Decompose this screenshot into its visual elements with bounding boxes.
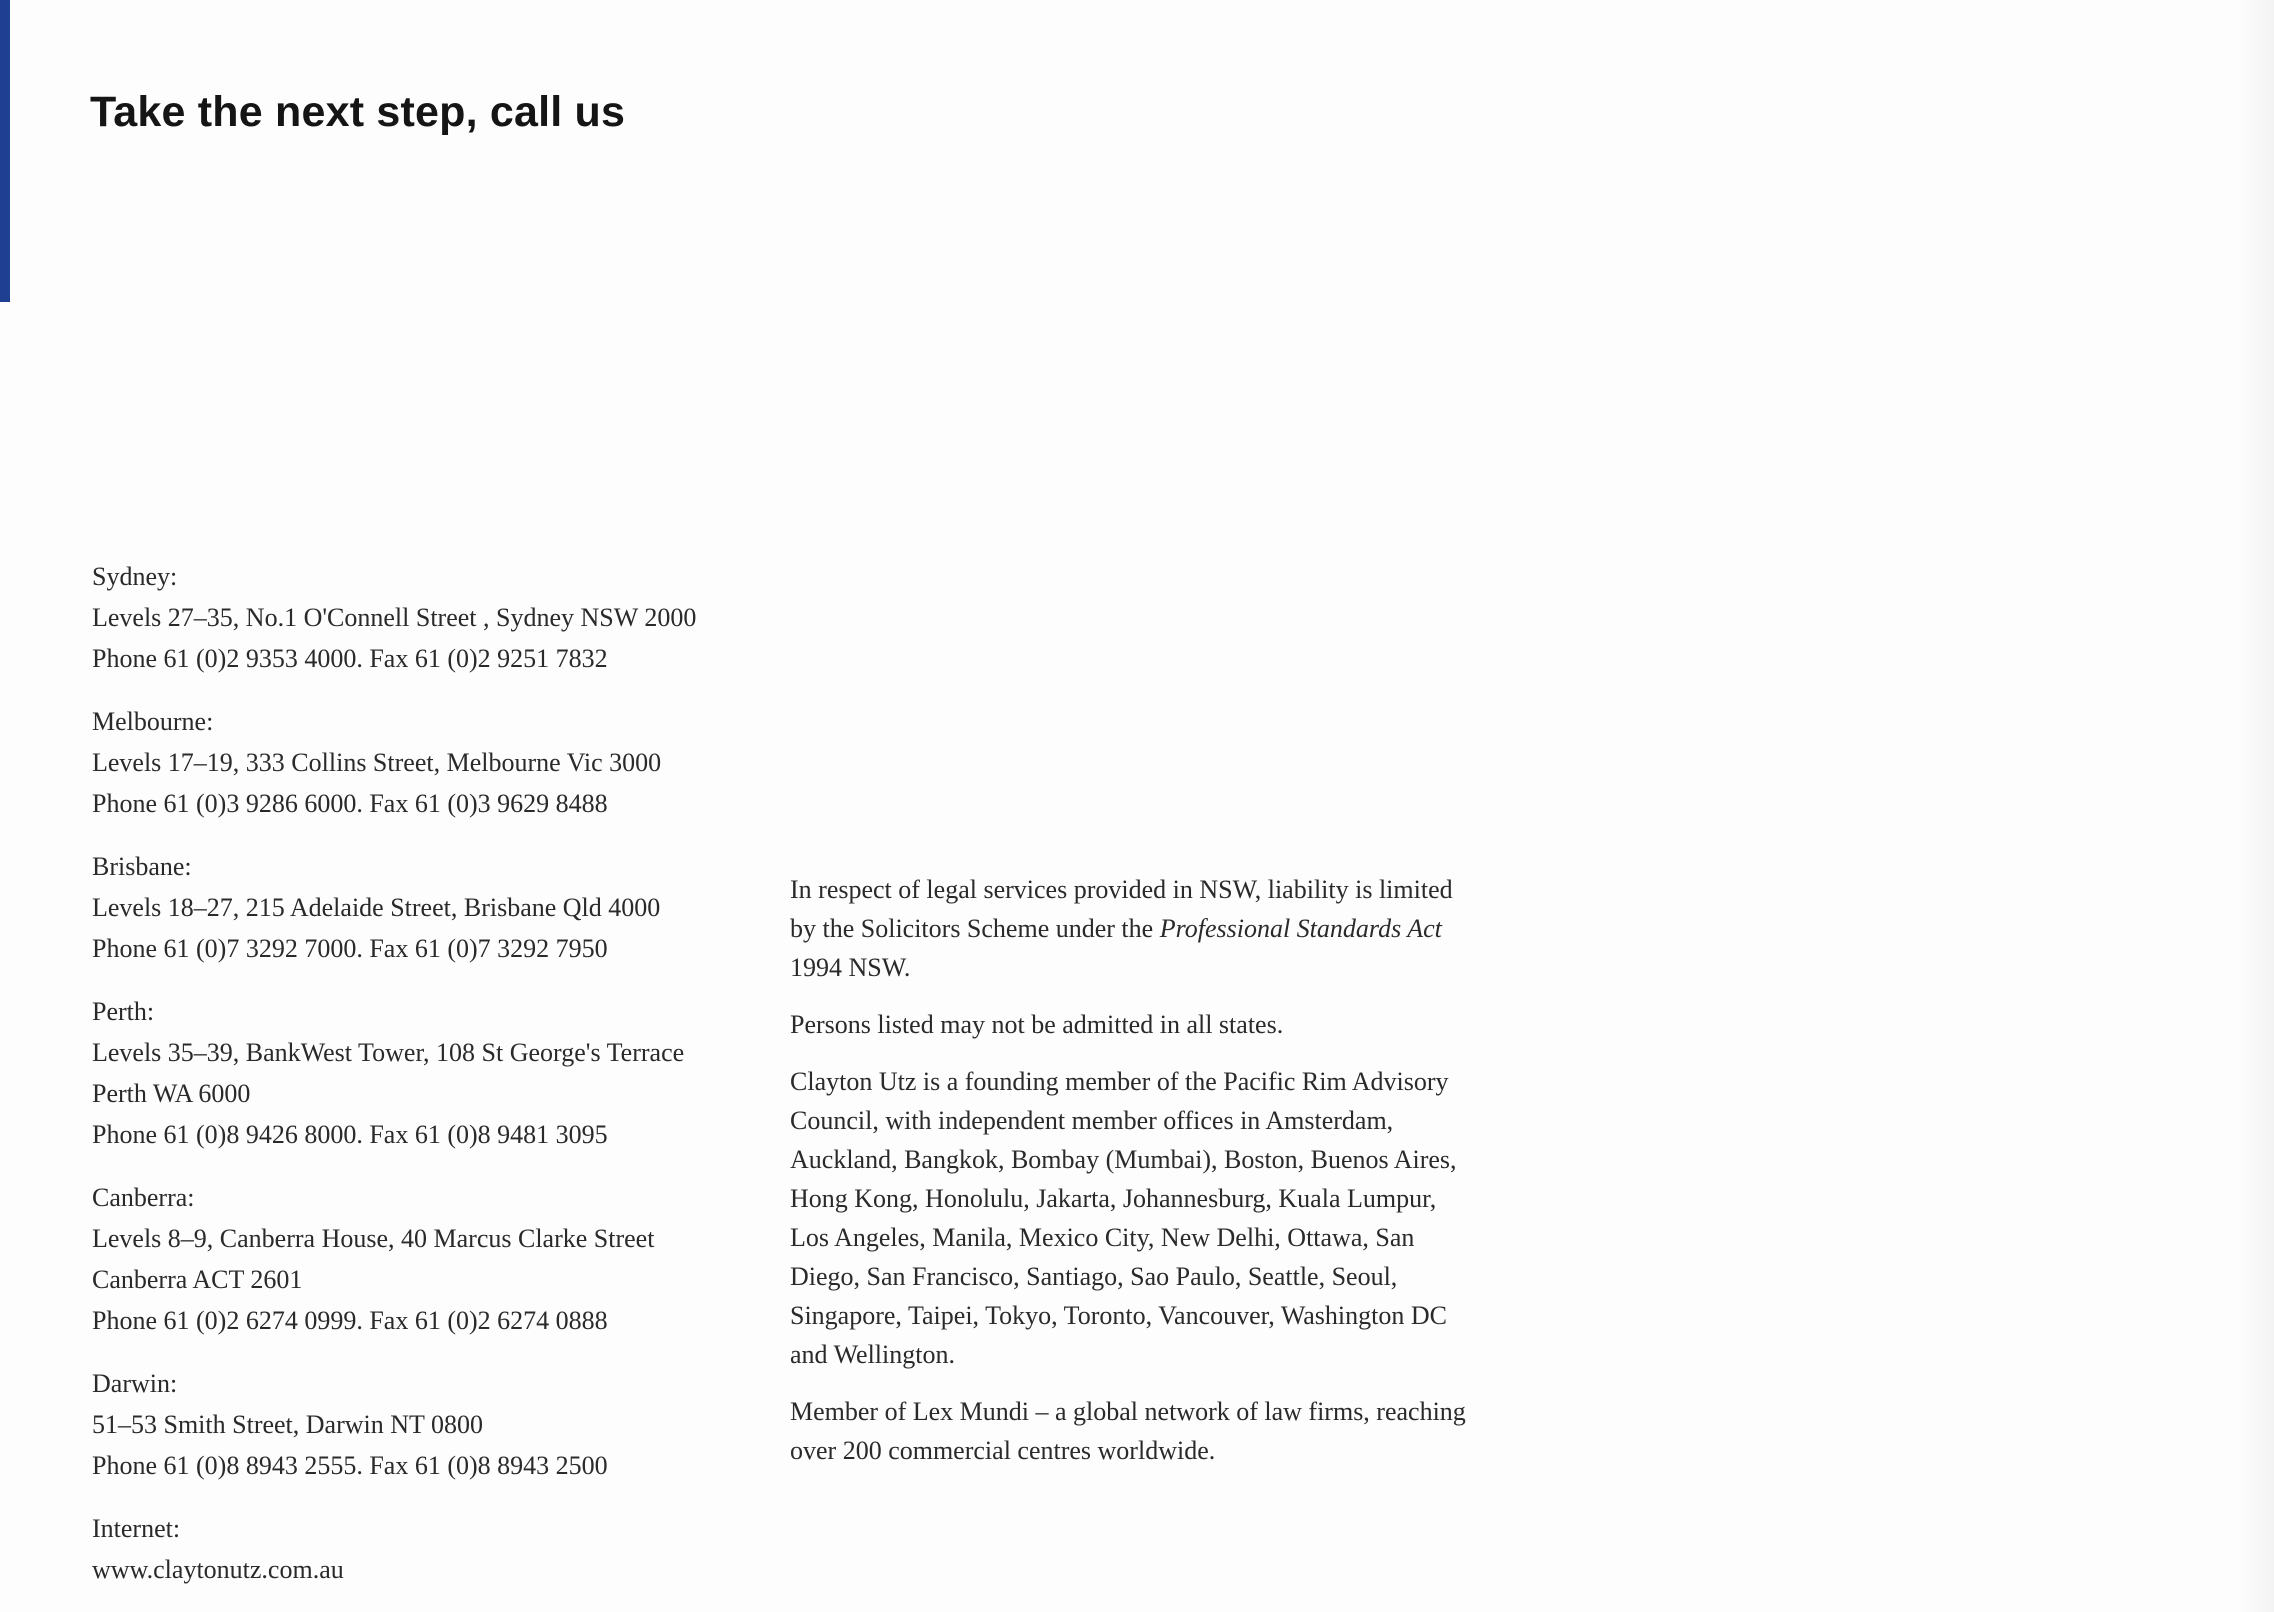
office-phone-fax: Phone 61 (0)8 9426 8000. Fax 61 (0)8 9481 3095: [92, 1120, 608, 1149]
pacific-rim-note: Clayton Utz is a founding member of the Pacific Rim Advisory Council, with independent member offices in Amsterdam, Auckland, Bangkok, Bombay (Mumbai), Boston, Buenos Aires, Hong Kong, Honolulu, Jakarta, Johannesburg, Kuala Lumpur, Los Angeles, Manila, Mexico City, New Delhi, Ottawa, San Diego, San Francisco, Santiago, Sao Paulo, Seattle, Seoul, Singapore, Taipei, Tokyo, Toronto, Vancouver, Washington DC and Wellington.: [790, 1067, 1457, 1369]
office-address: Levels 27–35, No.1 O'Connell Street , Sydney NSW 2000: [92, 603, 697, 632]
office-phone-fax: Phone 61 (0)8 8943 2555. Fax 61 (0)8 8943 2500: [92, 1451, 608, 1480]
office-address-line-2: Canberra ACT 2601: [92, 1265, 303, 1294]
office-brisbane: [92, 846, 792, 969]
legal-notes: [790, 870, 1470, 1488]
office-city: Darwin:: [92, 1369, 178, 1398]
office-city: Internet:: [92, 1514, 181, 1543]
office-address-line-2: Perth WA 6000: [92, 1079, 251, 1108]
office-phone-fax: Phone 61 (0)2 9353 4000. Fax 61 (0)2 9251 7832: [92, 644, 608, 673]
page-edge-shadow: [2238, 0, 2274, 1612]
office-sydney: [92, 556, 792, 679]
office-darwin: [92, 1363, 792, 1486]
act-year: 1994 NSW.: [790, 953, 911, 982]
office-city: Canberra:: [92, 1183, 195, 1212]
office-canberra: [92, 1177, 792, 1341]
website-link[interactable]: www.claytonutz.com.au: [92, 1555, 344, 1584]
office-city: Perth:: [92, 997, 155, 1026]
liability-text: In respect of legal services provided in NSW, liability is limited by the Solicitors Scheme under the: [790, 875, 1453, 943]
office-phone-fax: Phone 61 (0)2 6274 0999. Fax 61 (0)2 6274 0888: [92, 1306, 608, 1335]
office-city: Melbourne:: [92, 707, 214, 736]
office-phone-fax: Phone 61 (0)7 3292 7000. Fax 61 (0)7 3292 7950: [92, 934, 608, 963]
office-contact-list: [92, 556, 792, 1590]
liability-note: [790, 870, 1470, 987]
office-city: Sydney:: [92, 562, 178, 591]
blue-accent-bar: [0, 0, 10, 302]
office-internet: [92, 1508, 792, 1590]
office-city: Brisbane:: [92, 852, 192, 881]
office-melbourne: [92, 701, 792, 824]
office-address: Levels 18–27, 215 Adelaide Street, Brisbane Qld 4000: [92, 893, 661, 922]
page-title: Take the next step, call us: [90, 88, 626, 136]
office-address: Levels 35–39, BankWest Tower, 108 St George's Terrace: [92, 1038, 685, 1067]
act-name: Professional Standards Act: [1159, 914, 1442, 943]
office-address: 51–53 Smith Street, Darwin NT 0800: [92, 1410, 483, 1439]
office-address: Levels 8–9, Canberra House, 40 Marcus Clarke Street: [92, 1224, 655, 1253]
office-phone-fax: Phone 61 (0)3 9286 6000. Fax 61 (0)3 9629 8488: [92, 789, 608, 818]
admission-note: Persons listed may not be admitted in all states.: [790, 1010, 1284, 1039]
office-perth: [92, 991, 792, 1155]
office-address: Levels 17–19, 333 Collins Street, Melbourne Vic 3000: [92, 748, 662, 777]
lex-mundi-note: Member of Lex Mundi – a global network of law firms, reaching over 200 commercial centres worldwide.: [790, 1397, 1466, 1465]
